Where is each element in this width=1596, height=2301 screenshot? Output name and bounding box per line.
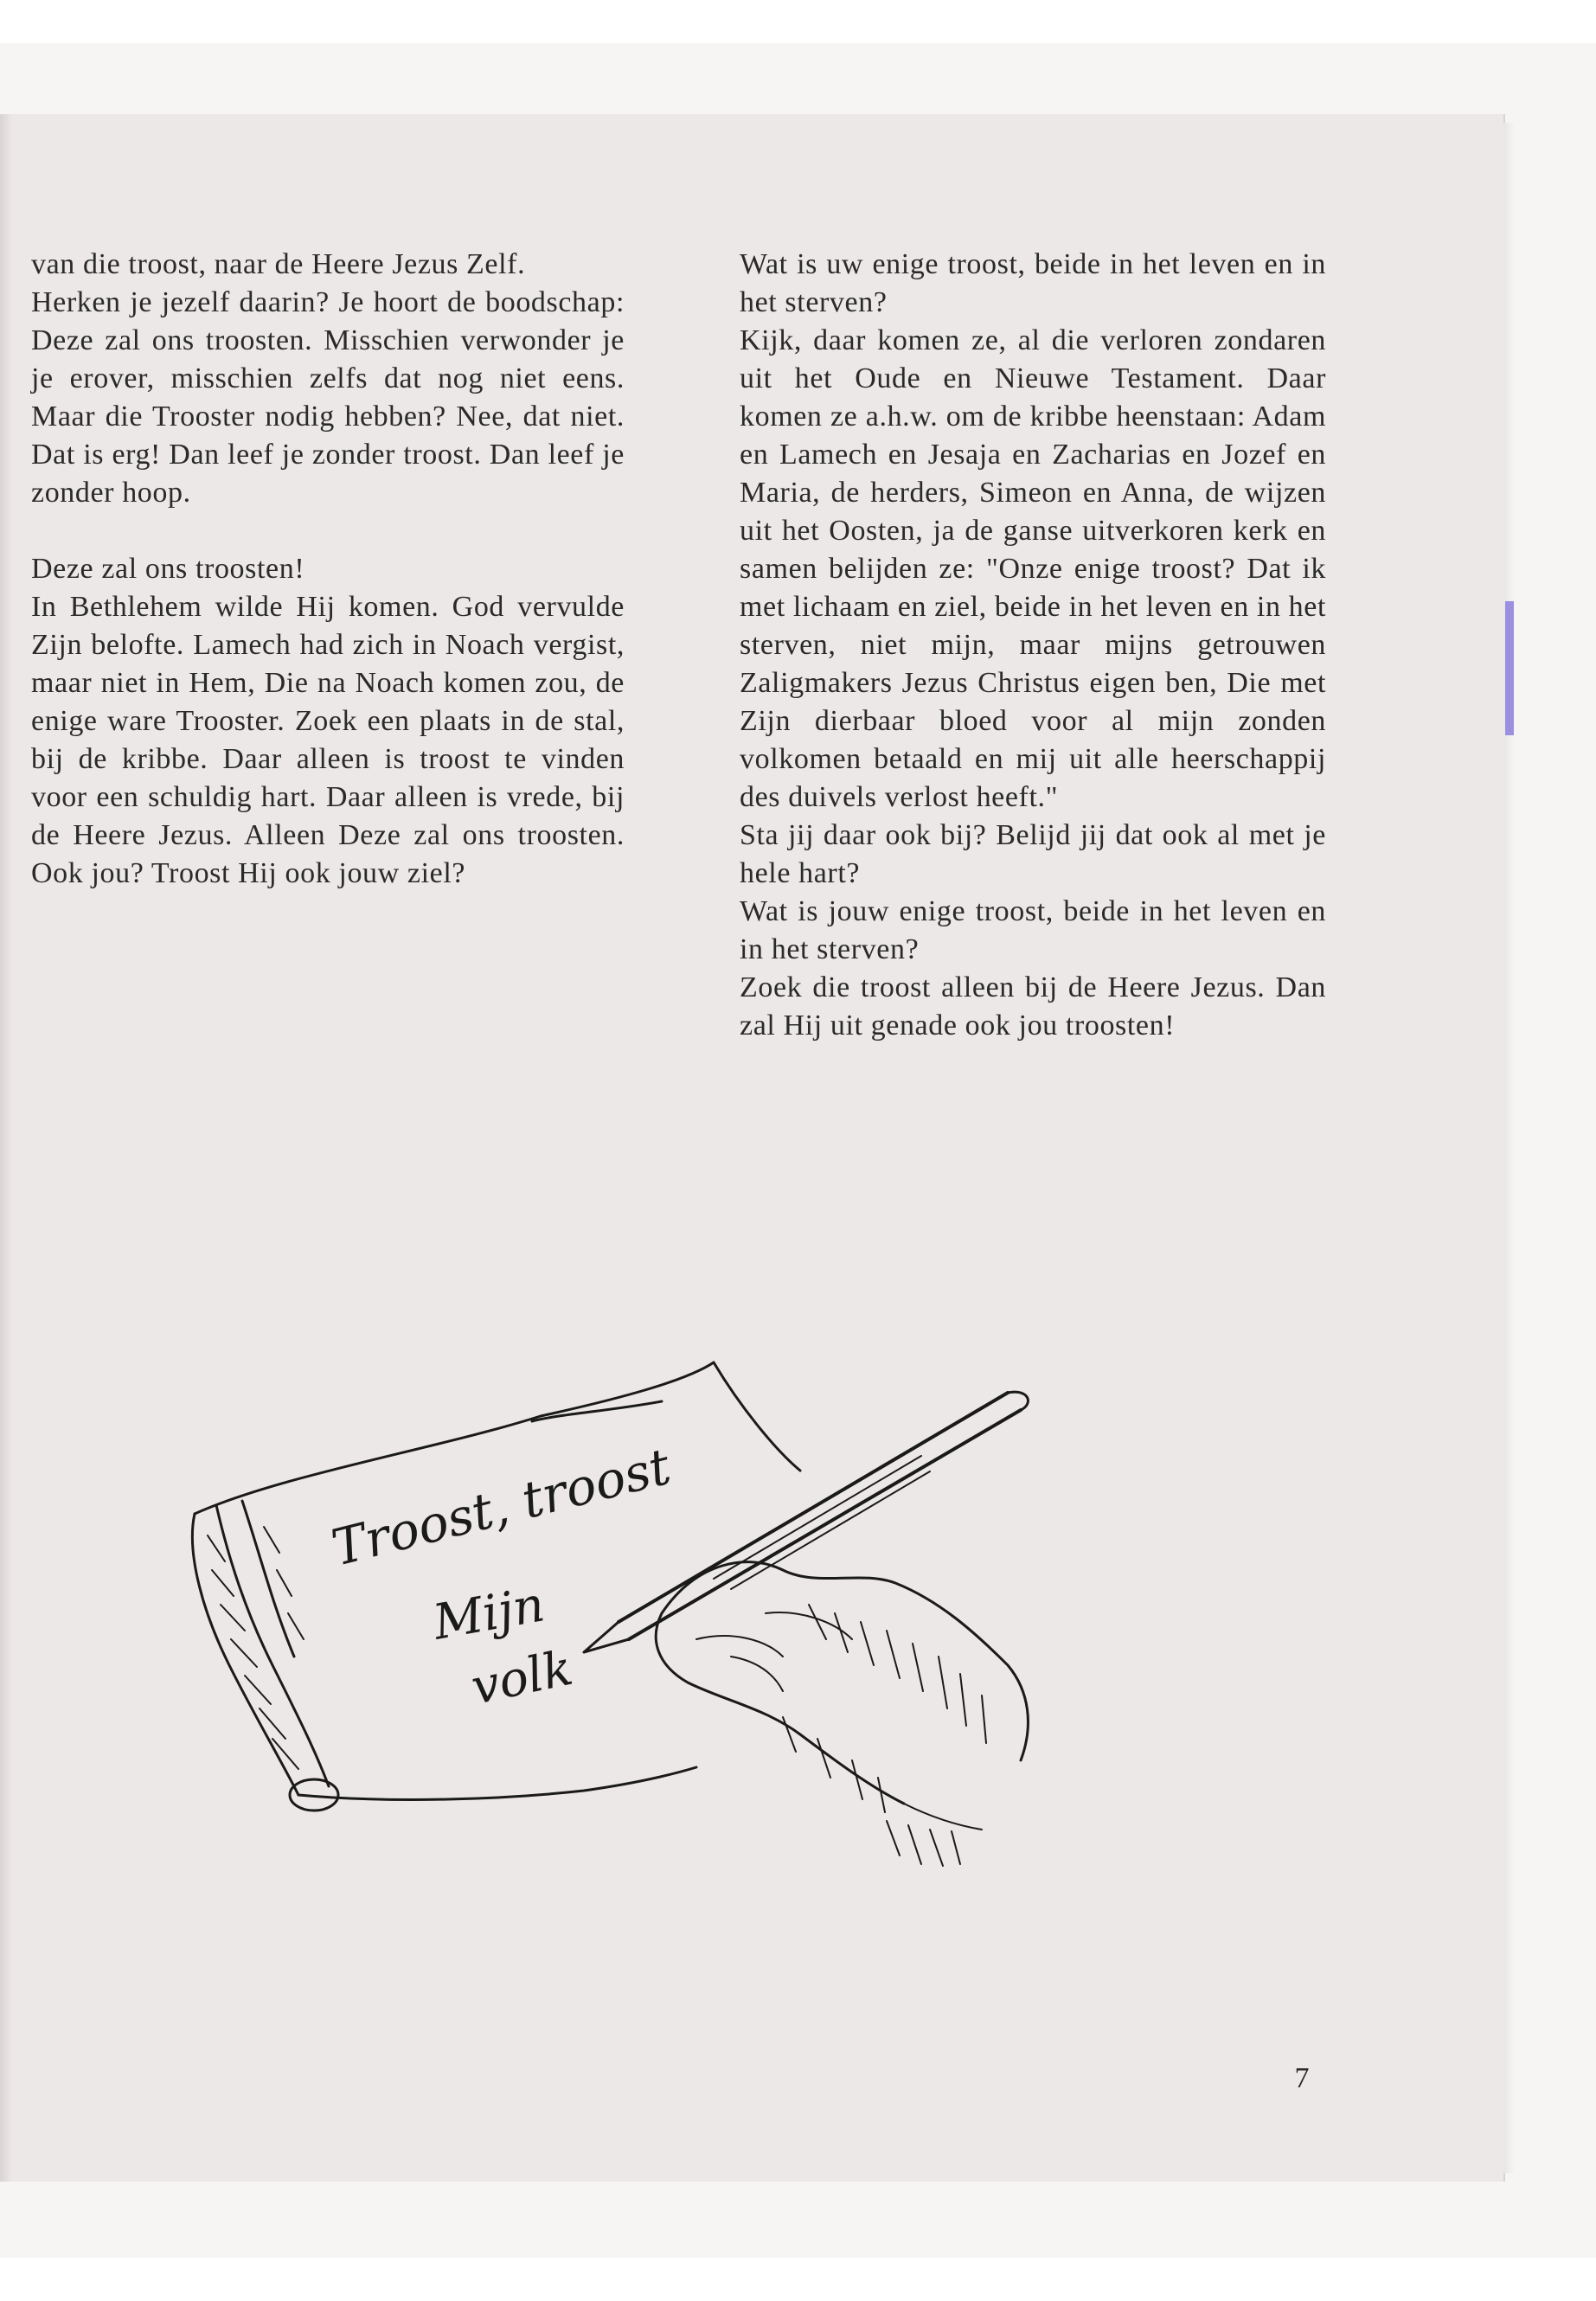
hand-fingers xyxy=(696,1612,852,1691)
scroll-roll-curl xyxy=(242,1501,294,1657)
scroll-text-line2: Mijn xyxy=(429,1576,549,1651)
scroll-text-line3: volk xyxy=(466,1639,578,1716)
paragraph: van die troost, naar de Heere Jezus Zelf. xyxy=(31,248,526,280)
pen-cap xyxy=(1008,1392,1028,1410)
left-text-column xyxy=(31,246,625,893)
pen-nib xyxy=(584,1622,629,1652)
page-right-edge xyxy=(1503,123,1514,2173)
scroll-fold-line xyxy=(532,1401,662,1421)
paragraph: Wat is jouw enige troost, beide in het leven en in het sterven? xyxy=(740,895,1326,965)
paragraph: Wat is uw enige troost, beide in het leven en in het sterven? xyxy=(740,248,1326,318)
pen-body-top xyxy=(619,1393,1008,1622)
paragraph: Kijk, daar komen ze, al die verloren zondaren uit het Oude en Nieuwe Testament. Daar komen ze a.h.w. om de kribbe heenstaan: Adam en Lamech en Jesaja en Zacharias en Jozef en Maria, de herders, Simeon en Anna, de wijzen uit het Oosten, ja de ganse uitverkoren kerk en samen belijden ze: "Onze enige troost? Dat ik met lichaam en ziel, beide in het leven en in het sterven, niet mijn, maar mijns getrouwen Zaligmakers Jezus Christus eigen ben, Die met Zijn dierbaar bloed voor al mijn zonden volkomen betaald en mij uit alle heerschappij des duivels verlost heeft." xyxy=(740,324,1326,813)
scroll-text-line1: Troost, troost xyxy=(325,1436,676,1578)
right-text-column xyxy=(740,246,1326,1045)
paragraph: Sta jij daar ook bij? Belijd jij dat ook al met je hele hart? xyxy=(740,819,1326,889)
paragraph: Deze zal ons troosten! xyxy=(31,553,305,585)
purple-edge-marker xyxy=(1505,601,1514,735)
sleeve-hatching xyxy=(887,1804,982,1866)
paragraph: In Bethlehem wilde Hij komen. God vervulde Zijn belofte. Lamech had zich in Noach vergist, maar niet in Hem, Die na Noach komen zou, de enige ware Trooster. Zoek een plaats in de stal, bij de kribbe. Daar alleen is troost te vinden voor een schuldig hart. Daar alleen is vrede, bij de Heere Jezus. Alleen Deze zal ons troosten. Ook jou? Troost Hij ook jouw ziel? xyxy=(31,591,625,889)
page-binding-edge xyxy=(0,114,12,2182)
pen-body-bottom xyxy=(629,1410,1021,1639)
paragraph: Herken je jezelf daarin? Je hoort de boodschap: Deze zal ons troosten. Misschien verwonder je je erover, misschien zelfs dat nog niet eens. Maar die Trooster nodig hebben? Nee, dat niet. Dat is erg! Dan leef je zonder troost. Dan leef je zonder hoop. xyxy=(31,286,625,509)
scroll-right-edge xyxy=(714,1362,800,1471)
page-number: 7 xyxy=(1294,2062,1310,2094)
paragraph: Zoek die troost alleen bij de Heere Jezus. Dan zal Hij uit genade ook jou troosten! xyxy=(740,971,1326,1042)
scroll-and-pen-illustration xyxy=(177,1354,1042,1873)
hand-top-outline xyxy=(662,1562,1028,1760)
scroll-bottom-edge xyxy=(298,1767,696,1799)
hand-hatching xyxy=(783,1605,986,1812)
